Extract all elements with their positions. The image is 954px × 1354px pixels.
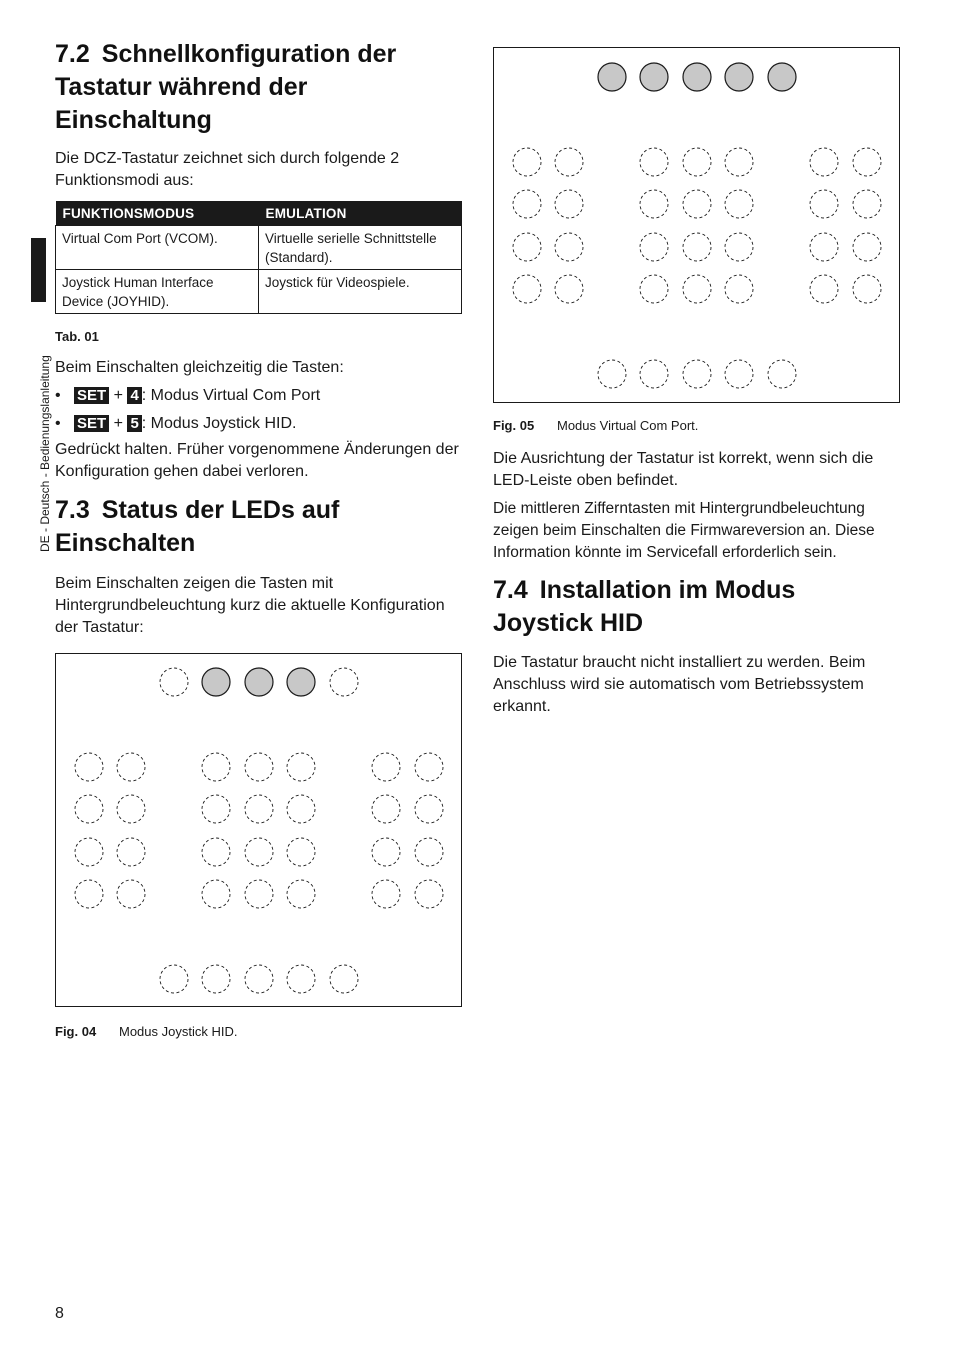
- figure-05-caption: Fig. 05 Modus Virtual Com Port.: [493, 418, 699, 433]
- left-column: [55, 38, 462, 1040]
- key-button: [598, 360, 626, 388]
- key-button: [415, 795, 443, 823]
- table-header-mode: FUNKTIONSMODUS: [56, 201, 259, 226]
- key-button: [810, 275, 838, 303]
- key-button: [372, 838, 400, 866]
- bullet-icon: •: [55, 387, 61, 404]
- key-button: [117, 753, 145, 781]
- key-5: 5: [127, 415, 141, 432]
- key-button: [287, 880, 315, 908]
- key-button: [555, 275, 583, 303]
- section-7-2-intro: Die DCZ-Tastatur zeichnet sich durch folgende 2 Funktionsmodi aus:: [55, 150, 400, 189]
- section-7-4-heading: 7.4 Installation im Modus Joystick HID: [493, 576, 796, 637]
- led-on: [683, 63, 711, 91]
- key-button: [202, 753, 230, 781]
- key-button: [853, 148, 881, 176]
- key-button: [810, 233, 838, 261]
- key-button: [810, 148, 838, 176]
- key-button: [513, 233, 541, 261]
- firmware-text: Die mittleren Zifferntasten mit Hintergrundbeleuchtung zeigen beim Einschalten die Firmwareversion an. Diese Information könnte im Servicefall erforderlich sein.: [493, 500, 875, 561]
- key-button: [725, 360, 753, 388]
- key-button: [640, 233, 668, 261]
- key-button: [117, 880, 145, 908]
- table-caption: Tab. 01: [55, 329, 99, 344]
- key-button: [287, 965, 315, 993]
- key-button: [160, 965, 188, 993]
- list-item: • SET + 5 : Modus Joystick HID.: [55, 410, 462, 438]
- key-button: [640, 148, 668, 176]
- key-button: [640, 190, 668, 218]
- key-button: [683, 190, 711, 218]
- orientation-text: Die Ausrichtung der Tastatur ist korrekt, wenn sich die LED-Leiste oben befindet.: [493, 450, 874, 489]
- right-column: [493, 47, 900, 718]
- key-combo-list: [55, 382, 462, 438]
- key-button: [245, 880, 273, 908]
- key-button: [415, 753, 443, 781]
- figure-04-caption: Fig. 04 Modus Joystick HID.: [55, 1024, 238, 1039]
- key-button: [75, 795, 103, 823]
- sidebar-language-label: DE - Deutsch - Bedienungslanleitung: [38, 355, 52, 552]
- bullet-icon: •: [55, 415, 61, 432]
- key-button: [555, 190, 583, 218]
- key-button: [725, 190, 753, 218]
- modes-table: [55, 201, 462, 314]
- key-button: [202, 838, 230, 866]
- table-header-emulation: EMULATION: [259, 201, 462, 226]
- key-button: [853, 190, 881, 218]
- key-button: [372, 880, 400, 908]
- key-button: [287, 838, 315, 866]
- key-button: [513, 275, 541, 303]
- table-cell: Joystick Human Interface Device (JOYHID).: [56, 270, 259, 314]
- section-7-2-heading: 7.2 Schnellkonfiguration der Tastatur während der Einschaltung: [55, 40, 397, 134]
- key-button: [245, 965, 273, 993]
- key-button: [683, 148, 711, 176]
- key-button: [853, 233, 881, 261]
- key-button: [725, 275, 753, 303]
- section-tab-marker: [31, 238, 46, 302]
- key-button: [555, 233, 583, 261]
- led-on: [287, 668, 315, 696]
- key-button: [683, 233, 711, 261]
- key-button: [415, 880, 443, 908]
- table-row: [56, 270, 462, 314]
- key-button: [683, 360, 711, 388]
- key-button: [202, 880, 230, 908]
- figure-04-keyboard: [55, 653, 462, 1007]
- section-7-4-text: Die Tastatur braucht nicht installiert zu werden. Beim Anschluss wird sie automatisch vom Betriebssystem erkannt.: [493, 654, 866, 715]
- led-off: [160, 668, 188, 696]
- key-button: [202, 795, 230, 823]
- key-button: [853, 275, 881, 303]
- key-button: [75, 838, 103, 866]
- key-button: [117, 838, 145, 866]
- keyboard-led-diagram: [56, 654, 463, 1008]
- combo-label: : Modus Joystick HID.: [141, 415, 297, 432]
- key-button: [513, 148, 541, 176]
- key-set: SET: [74, 415, 109, 432]
- table-cell: Joystick für Videospiele.: [259, 270, 462, 314]
- led-off: [330, 668, 358, 696]
- key-button: [75, 880, 103, 908]
- section-7-3-heading: 7.3 Status der LEDs auf Einschalten: [55, 496, 340, 557]
- key-4: 4: [127, 387, 141, 404]
- table-cell: Virtuelle serielle Schnittstelle (Standard).: [259, 226, 462, 270]
- key-set: SET: [74, 387, 109, 404]
- combo-label: : Modus Virtual Com Port: [141, 387, 321, 404]
- key-button: [768, 360, 796, 388]
- key-button: [555, 148, 583, 176]
- keyboard-led-diagram: [494, 48, 901, 404]
- key-button: [415, 838, 443, 866]
- key-button: [513, 190, 541, 218]
- led-on: [640, 63, 668, 91]
- press-keys-text: Beim Einschalten gleichzeitig die Tasten:: [55, 359, 344, 376]
- key-button: [245, 795, 273, 823]
- key-button: [640, 275, 668, 303]
- key-button: [245, 838, 273, 866]
- key-button: [372, 795, 400, 823]
- key-button: [117, 795, 145, 823]
- page-number: 8: [55, 1305, 64, 1322]
- hold-keys-text: Gedrückt halten. Früher vorgenommene Änderungen der Konfiguration gehen dabei verloren.: [55, 441, 459, 480]
- section-7-3-text: Beim Einschalten zeigen die Tasten mit Hintergrundbeleuchtung kurz die aktuelle Konfiguration der Tastatur:: [55, 575, 445, 636]
- key-button: [810, 190, 838, 218]
- key-button: [287, 753, 315, 781]
- key-button: [725, 233, 753, 261]
- key-button: [287, 795, 315, 823]
- key-button: [75, 753, 103, 781]
- led-on: [768, 63, 796, 91]
- led-on: [598, 63, 626, 91]
- led-on: [245, 668, 273, 696]
- list-item: • SET + 4 : Modus Virtual Com Port: [55, 382, 462, 410]
- figure-05-keyboard: [493, 47, 900, 403]
- led-on: [202, 668, 230, 696]
- table-row: [56, 226, 462, 270]
- key-button: [640, 360, 668, 388]
- key-button: [202, 965, 230, 993]
- key-button: [330, 965, 358, 993]
- led-on: [725, 63, 753, 91]
- key-button: [683, 275, 711, 303]
- key-button: [245, 753, 273, 781]
- key-button: [372, 753, 400, 781]
- table-cell: Virtual Com Port (VCOM).: [56, 226, 259, 270]
- key-button: [725, 148, 753, 176]
